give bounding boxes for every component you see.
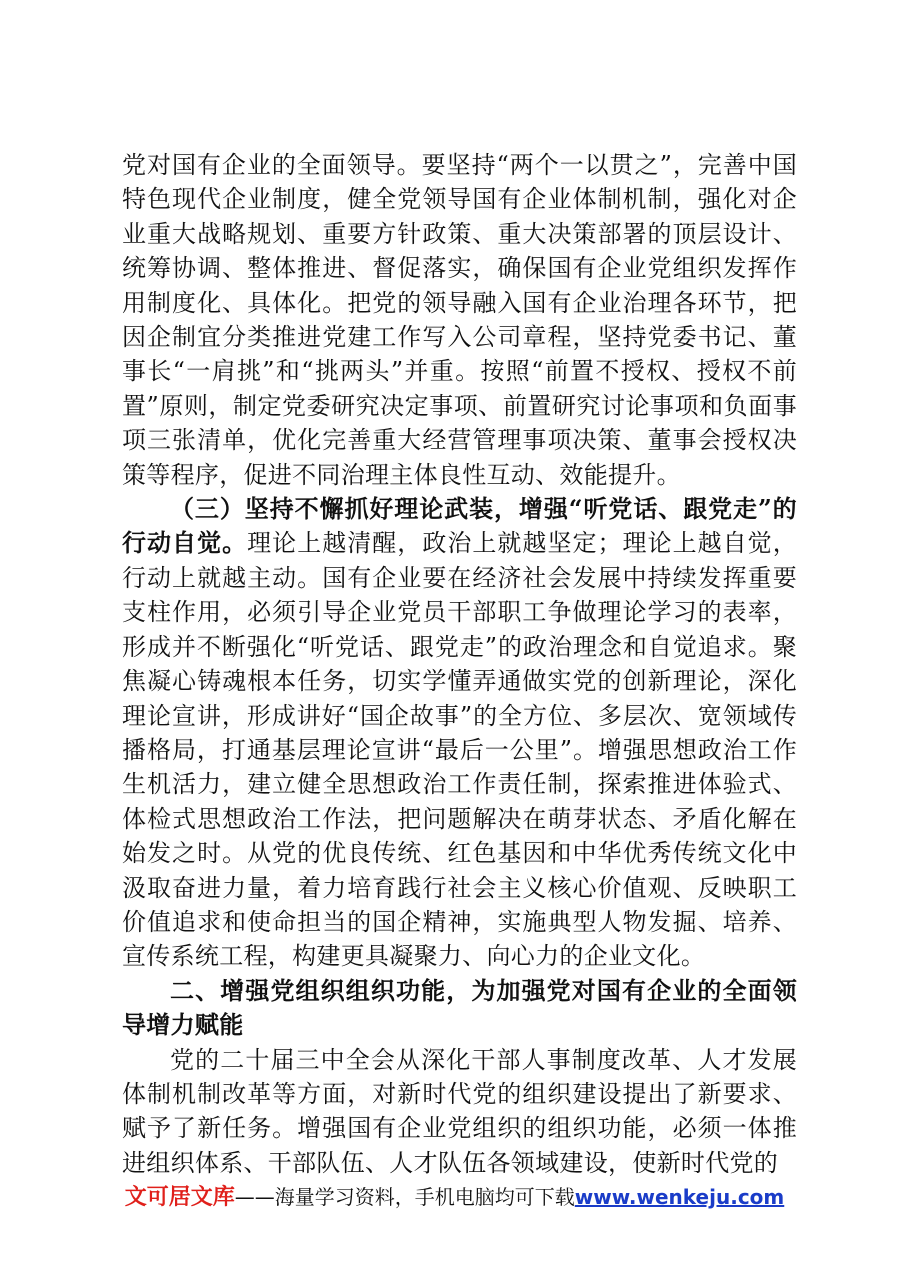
paragraph-1: 党对国有企业的全面领导。要坚持“两个一以贯之”，完善中国特色现代企业制度，健全党领导国有企业体制机制，强化对企业重大战略规划、重要方针政策、重大决策部署的顶层设计、统筹协调、整体推进、督促落实，确保国有企业党组织发挥作用制度化、具体化。把党的领导融入国有企业治理各环节，把因企制宜分类推进党建工作写入公司章程，坚持党委书记、董事长“一肩挑”和“挑两头”并重。按照“前置不授权、授权不前置”原则，制定党委研究决定事项、前置研究讨论事项和负面事项三张清单，优化完善重大经营管理事项决策、董事会授权决策等程序，促进不同治理主体良性互动、效能提升。 (122, 151, 797, 489)
footer-site-link[interactable]: www.wenkeju.com (574, 1185, 785, 1209)
paragraph-3: 党的二十届三中全会从深化干部人事制度改革、人才发展体制机制改革等方面，对新时代党的组织建设提出了新要求、赋予了新任务。增强国有企业党组织的组织功能，必须一体推进组织体系、干部队伍、人才队伍各领域建设，使新时代党的 (122, 1045, 797, 1177)
footer-brand: 文可居文库 (124, 1185, 235, 1210)
section-heading: 二、增强党组织组织功能，为加强党对国有企业的全面领导增力赋能 (122, 976, 797, 1040)
document-body (122, 148, 797, 1180)
footer-tagline: ——海量学习资料，手机电脑均可下载 (234, 1185, 575, 1209)
paragraph-2-body: 理论上越清醒，政治上就越坚定；理论上越自觉，行动上就越主动。国有企业要在经济社会发展中持续发挥重要支柱作用，必须引导企业党员干部职工争做理论学习的表率，形成并不断强化“听党话、跟党走”的政治理念和自觉追求。聚焦凝心铸魂根本任务，切实学懂弄通做实党的创新理论，深化理论宣讲，形成讲好“国企故事”的全方位、多层次、宽领域传播格局，打通基层理论宣讲“最后一公里”。增强思想政治工作生机活力，建立健全思想政治工作责任制，探索推进体验式、体检式思想政治工作法，把问题解决在萌芽状态、矛盾化解在始发之时。从党的优良传统、红色基因和中华优秀传统文化中汲取奋进力量，着力培育践行社会主义核心价值观、反映职工价值追求和使命担当的国企精神，实施典型人物发掘、培养、宣传系统工程，构建更具凝聚力、向心力的企业文化。 (122, 529, 797, 971)
paragraph-2 (122, 492, 797, 974)
footer-banner (0, 1180, 909, 1211)
subsection-heading: （三）坚持不懈抓好理论武装，增强“听党话、跟党走”的行动自觉。 (122, 494, 797, 558)
